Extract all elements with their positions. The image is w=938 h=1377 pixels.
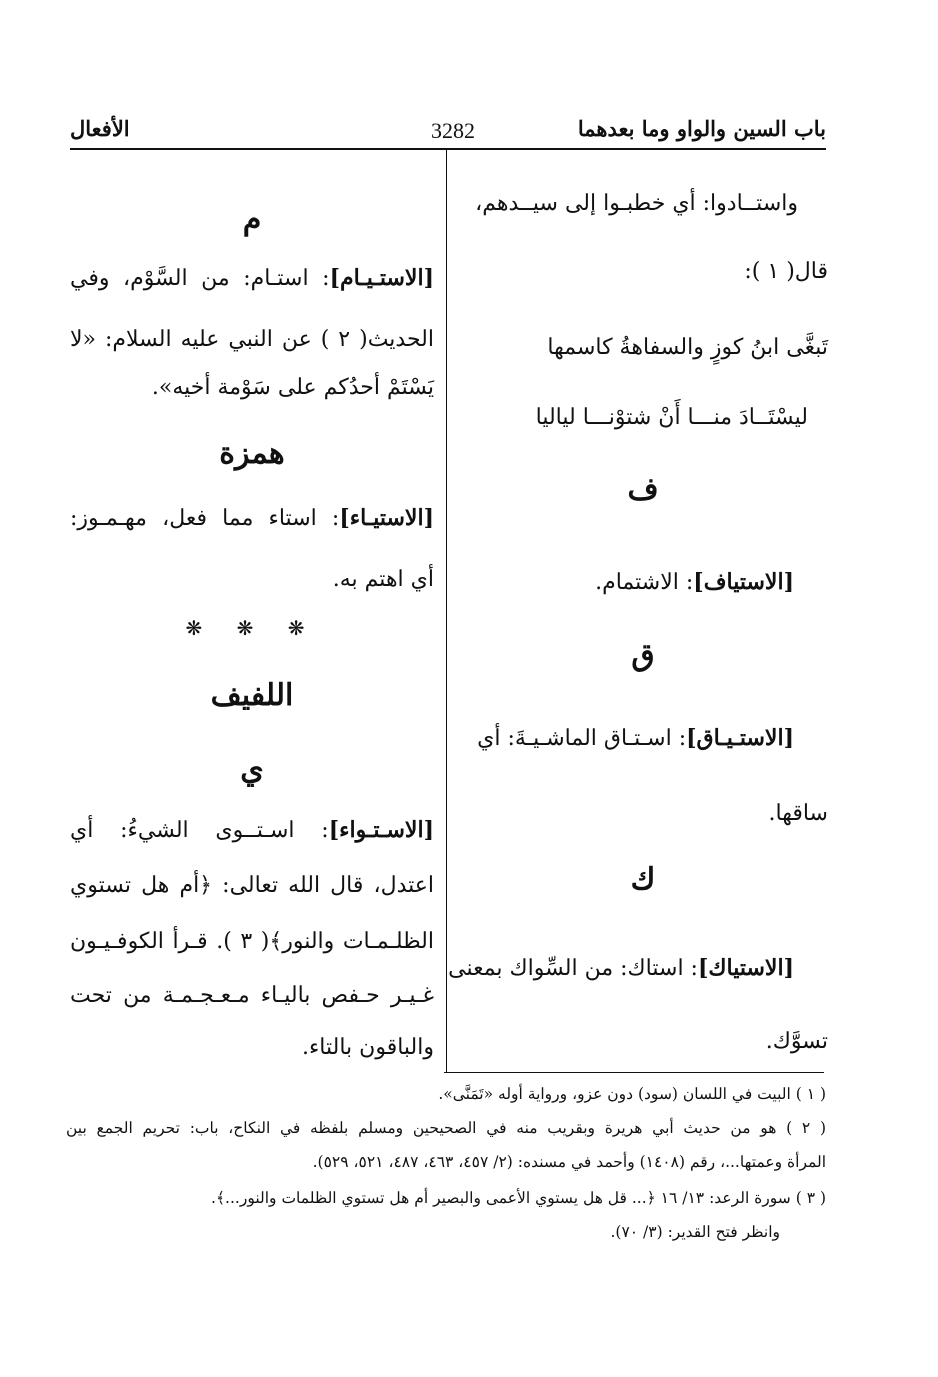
- entry-continuation: ساقها.: [768, 801, 828, 826]
- entry-continuation: تسوَّك.: [765, 1029, 828, 1054]
- footnote-1: ( ١ ) البيت في اللسان (سود) دون عزو، ورواية أوله «تَمَنَّى».: [438, 1085, 826, 1103]
- section-separator: ❋ ❋ ❋: [185, 616, 319, 640]
- entry-continuation: أي اهتم به.: [332, 567, 434, 592]
- entry-definition: : الاشتمام.: [595, 570, 694, 595]
- entry-istia: [70, 498, 434, 539]
- footnote-rule: [444, 1072, 824, 1073]
- entry-istiam: [70, 258, 434, 299]
- entry-istiak: [448, 948, 794, 989]
- entry-keyword: [الاستـيـام]: [329, 265, 434, 291]
- entry-text: غـيـر حـفص باليـاء مـعـجـمـة من تحت: [70, 983, 434, 1008]
- entry-istiwa: [70, 810, 434, 851]
- entry-definition: : استاك: من السِّواك بمعنى: [448, 956, 698, 981]
- verse-line: تَبغَّى ابنُ كوزٍ والسفاهةُ كاسمها: [547, 335, 828, 360]
- entry-definition: : استـام: من السَّوْم، وفي: [70, 266, 330, 291]
- hadith-text: يَسْتَمْ أحدُكم على سَوْمة أخيه».: [151, 375, 434, 400]
- section-heading-lafif: اللفيف: [210, 678, 294, 713]
- section-heading-hamza: همزة: [219, 436, 285, 471]
- letter-heading-kaf: ك: [630, 862, 656, 897]
- entry-istiaf: [595, 562, 794, 603]
- footnote-2-cont: المرأة وعمتها...، رقم (١٤٠٨) وأحمد في مسنده: (٢/ ٤٥٧، ٤٦٣، ٤٨٧، ٥٢١، ٥٢٩).: [312, 1153, 826, 1171]
- footnote-2: ( ٢ ) هو من حديث أبي هريرة وبقريب منه في الصحيحين ومسلم بلفظه في النكاح، باب: تحريم الجمع بين: [66, 1119, 826, 1137]
- entry-definition: : اسـتــوى الشيءُ: أي: [70, 818, 329, 843]
- entry-keyword: [الاستـيـاق]: [686, 725, 794, 751]
- running-head-section: الأفعال: [70, 116, 130, 141]
- hadith-text: الحديث( ٢ ) عن النبي عليه السلام: «لا: [70, 327, 434, 352]
- entry-text: والباقون بالتاء.: [301, 1035, 434, 1060]
- entry-definition: : استاء مما فعل، مهـمـوز:: [70, 506, 340, 531]
- entry-keyword: [الاسـتـواء]: [328, 817, 434, 843]
- entry-definition: : اسـتـاق الماشـيـةَ: أي: [477, 726, 687, 751]
- entry-text: الظلـمـات والنور﴾( ٣ ). قـرأ الكوفـيـون: [70, 929, 435, 954]
- verse-line: ليسْتَــادَ منـــا أَنْ شتوْنـــا لياليا: [535, 405, 808, 430]
- entry-keyword: [الاستيـاء]: [339, 505, 434, 531]
- poem-intro: قال( ١ ):: [744, 259, 828, 284]
- running-head-chapter: باب السين والواو وما بعدهما: [577, 116, 826, 141]
- entry-keyword: [الاستياف]: [693, 569, 794, 595]
- letter-heading-ya: ي: [240, 752, 264, 787]
- page-number: 3282: [431, 118, 475, 143]
- letter-heading-qaf: ق: [631, 638, 655, 673]
- letter-heading-mim: م: [242, 202, 262, 237]
- entry-istiaq: [477, 718, 794, 759]
- letter-heading-fa: ف: [627, 472, 659, 507]
- entry-text: واستــادوا: أي خطبـوا إلى سيــدهم،: [475, 191, 798, 216]
- entry-text: اعتدل، قال الله تعالى: ﴿أم هل تستوي: [70, 873, 434, 898]
- entry-keyword: [الاستياك]: [697, 955, 794, 981]
- header-rule: [70, 148, 826, 150]
- footnote-3: ( ٣ ) سورة الرعد: ١٣/ ١٦ ﴿... قل هل يستوي الأعمى والبصير أم هل تستوي الظلمات والنور...﴾.: [211, 1189, 826, 1207]
- column-divider: [446, 150, 447, 1072]
- footnote-3-cont: وانظر فتح القدير: (٣/ ٧٠).: [610, 1223, 780, 1241]
